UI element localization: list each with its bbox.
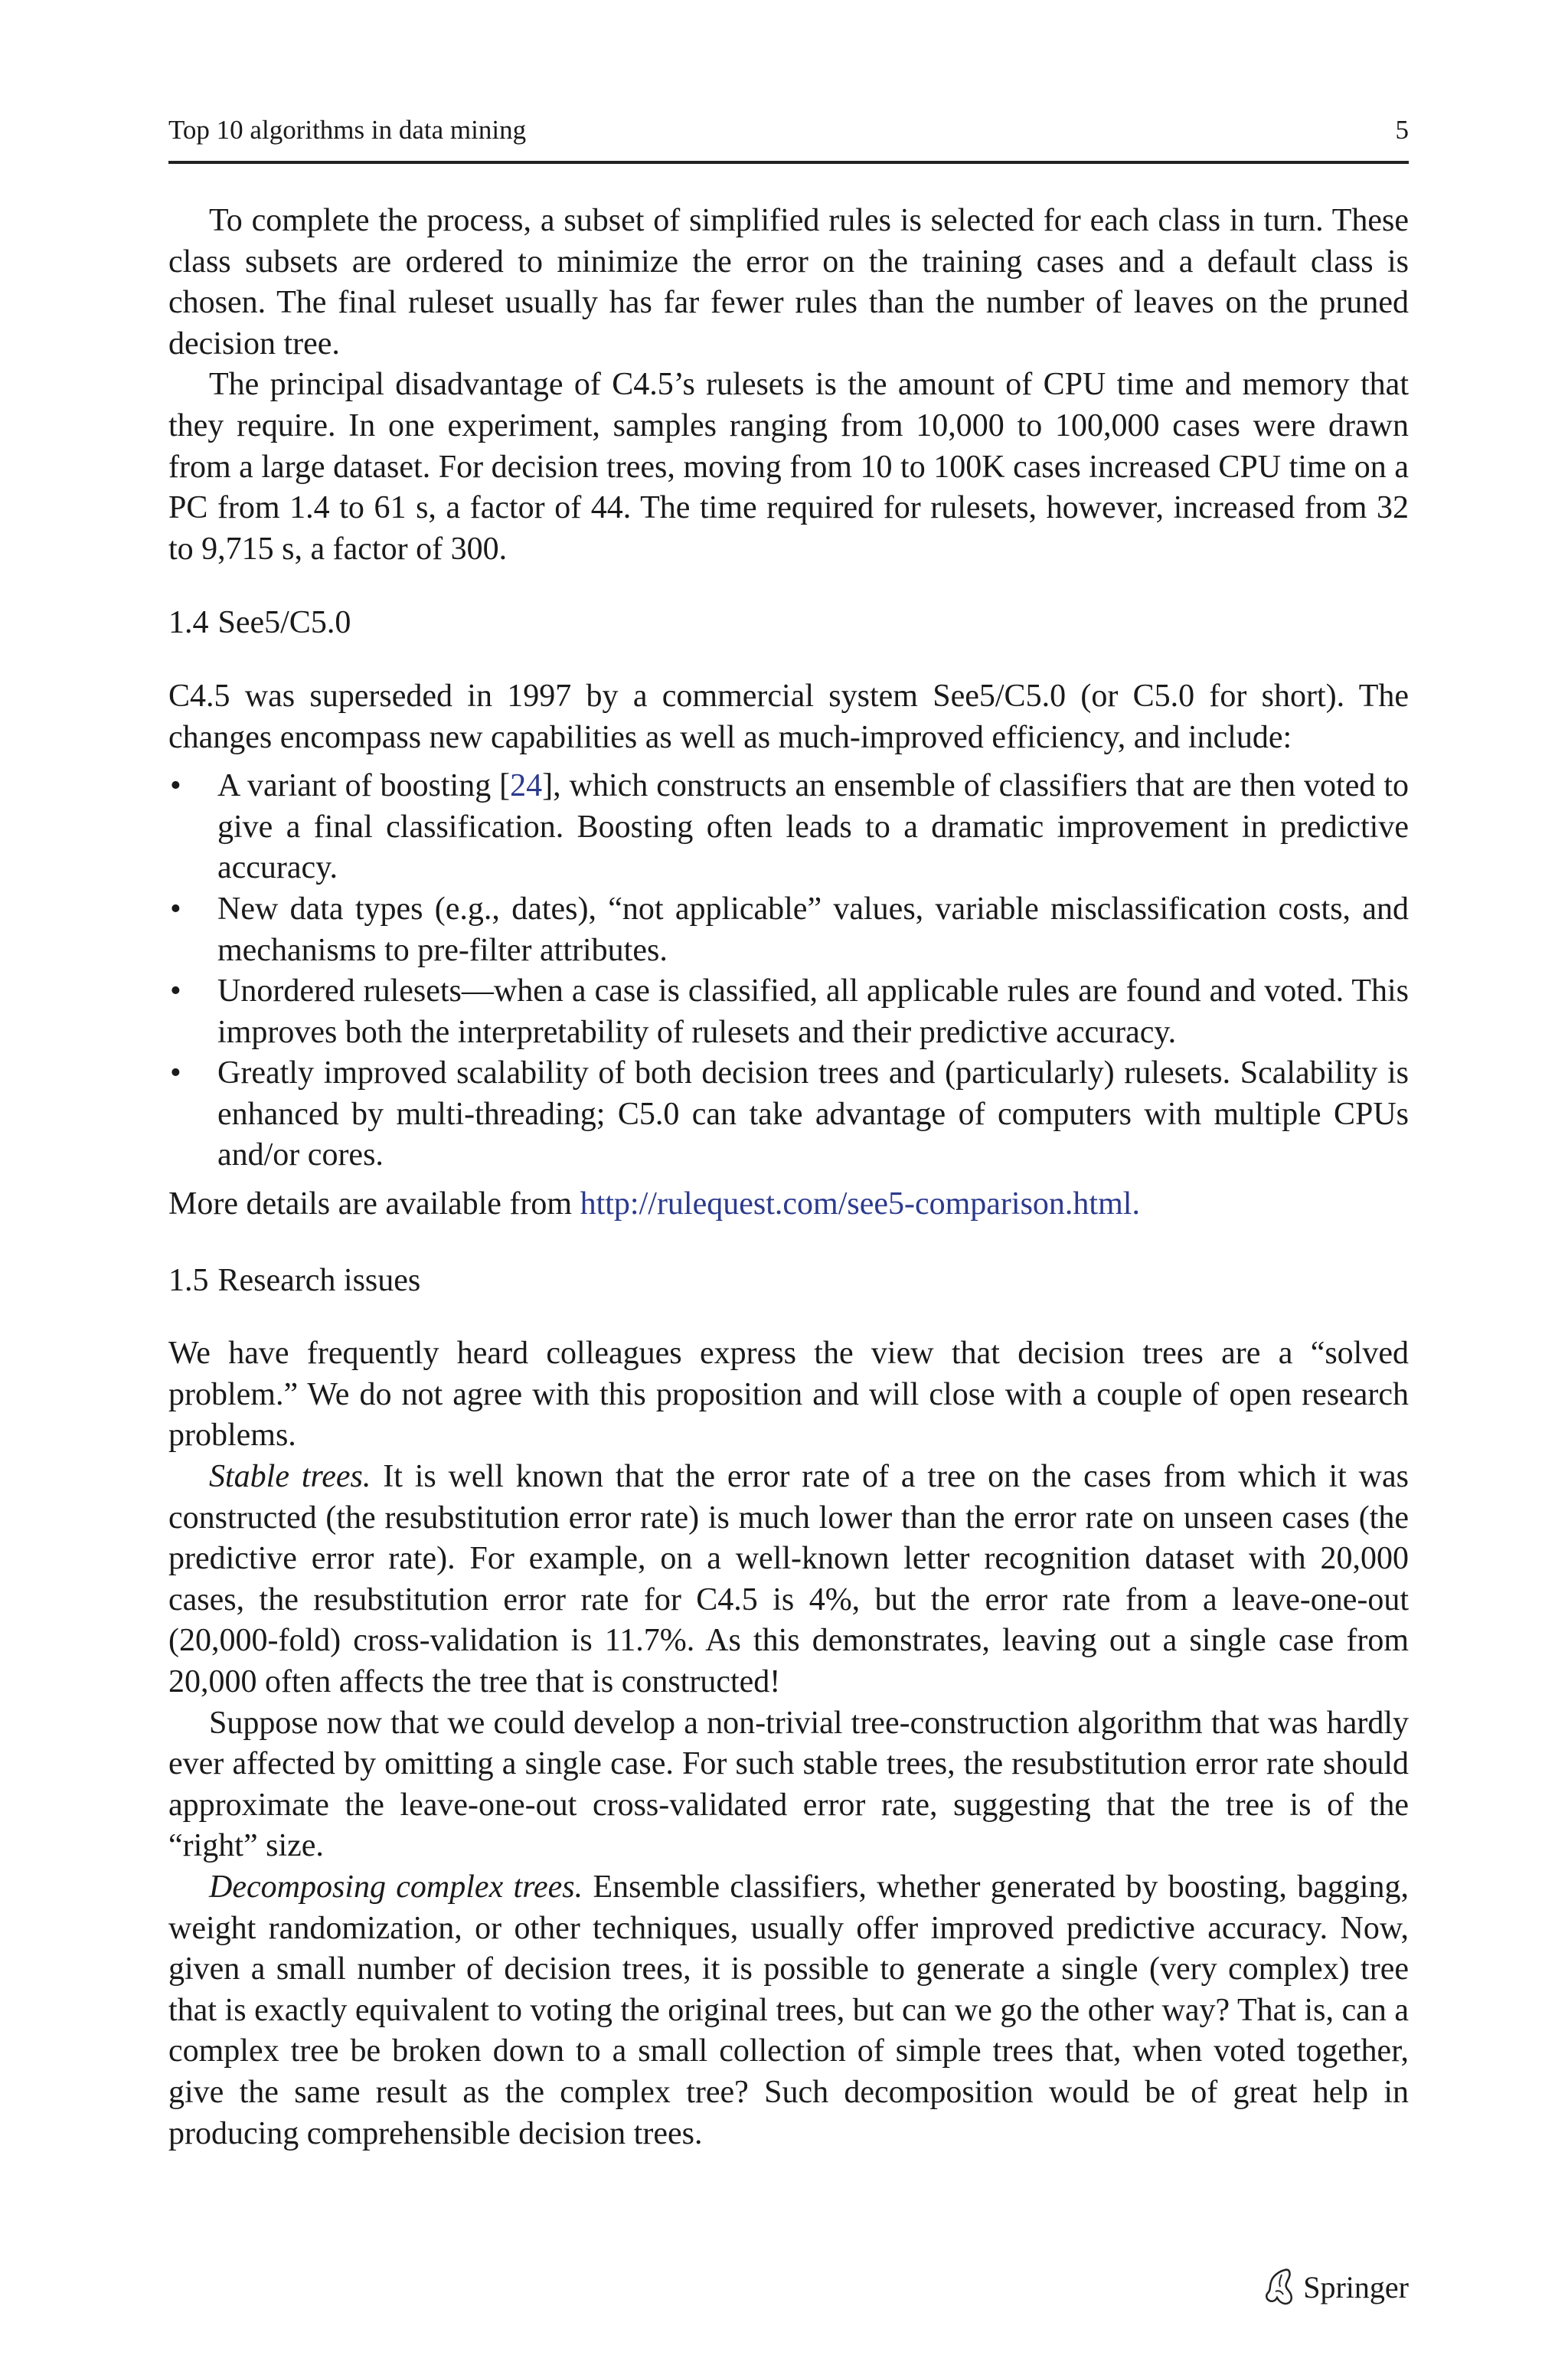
paragraph-rule-selection: To complete the process, a subset of simplified rules is selected for each class in turn. These class subsets are ordered to minimize the error on the training cases and a default class is chosen. The final ruleset usually has far fewer rules than the number of leaves on the pruned decision tree. [168, 203, 1409, 361]
paragraph-decomposing: Decomposing complex trees. Ensemble classifiers, whether generated by boosting, bagging, weight randomization, or other techniques, usually offer improved predictive accuracy. Now, given a small number of decision trees, it is possible to generate a single (very complex) tree that is exactly equivalent to voting the original trees, but can we go the other way? That is, can a complex tree be broken down to a small collection of simple trees that, when voted together, give the same result as the complex tree? Such decomposition would be of great help in producing comprehensible decision trees. [168, 1869, 1410, 2151]
list-item: • Greatly improved scalability of both decision trees and (particularly) rulesets. Scalability is enhanced by multi-threading; C5.0 can take advantage of computers with multiple CPUs and/or cores. [168, 1053, 1409, 1176]
list-item: • A variant of boosting [24], which constructs an ensemble of classifiers that are then voted to give a final classification. Boosting often leads to a dramatic improvement in predictive accuracy. [168, 766, 1409, 889]
paragraph-solved-problem: We have frequently heard colleagues express the view that decision trees are a “solved problem.” We do not agree with this proposition and will close with a couple of open research problems. [168, 1336, 1409, 1454]
section-title: Research issues [217, 1262, 421, 1298]
section-number: 1.4 [168, 605, 209, 641]
springer-horse-icon [1262, 2267, 1295, 2307]
paragraph-stable-trees: Stable trees. It is well known that the error rate of a tree on the cases from which it was constructed (the resubstitution error rate) is much lower than the error rate on unseen cases (the predictive error rate). For example, on a well-known letter recognition dataset with 20,000 cases, the resubstitution error rate for C4.5 is 4%, but the error rate from a leave-one-out (20,000-fold) cross-validation is 11.7%. As this demonstrates, leaving out a single case from 20,000 often affects the tree that is constructed! [168, 1459, 1410, 1699]
section-heading-research [168, 1261, 1409, 1302]
feature-list [168, 766, 1409, 1176]
section-number: 1.5 [168, 1262, 209, 1298]
paragraph-suppose: Suppose now that we could develop a non-trivial tree-construction algorithm that was hardly ever affected by omitting a single case. For such stable trees, the resubstitution error rate should approximate the leave-one-out cross-validated error rate, suggesting that the tree is of the “right” size. [168, 1705, 1409, 1864]
paragraph-more-details: More details are available from http://rulequest.com/see5-comparison.html. [168, 1186, 1140, 1222]
rulequest-link[interactable]: http://rulequest.com/see5-comparison.html. [580, 1186, 1140, 1222]
publisher-name: Springer [1303, 2269, 1409, 2304]
citation-link[interactable]: 24 [510, 768, 543, 804]
section-heading-see5 [168, 603, 1409, 644]
paragraph-ruleset-disadvantage: The principal disadvantage of C4.5’s rulesets is the amount of CPU time and memory that they require. In one experiment, samples ranging from 10,000 to 100,000 cases were drawn from a large dataset. For decision trees, moving from 10 to 100K cases increased CPU time on a PC from 1.4 to 61 s, a factor of 44. The time required for rulesets, however, increased from 32 to 9,715 s, a factor of 300. [168, 367, 1409, 567]
page-number: 5 [1395, 115, 1409, 145]
list-item: • Unordered rulesets—when a case is classified, all applicable rules are found and voted. This improves both the interpretability of rulesets and their predictive accuracy. [168, 971, 1409, 1053]
stable-trees-title: Stable trees. [209, 1459, 371, 1495]
running-title: Top 10 algorithms in data mining [168, 115, 527, 145]
page-header [168, 115, 1409, 164]
page-body [168, 201, 1409, 2154]
paragraph-see5-intro: C4.5 was superseded in 1997 by a commercial system See5/C5.0 (or C5.0 for short). The changes encompass new capabilities as well as much-improved efficiency, and include: [168, 678, 1409, 755]
springer-logo [1262, 2267, 1409, 2307]
list-item: • New data types (e.g., dates), “not applicable” values, variable misclassification costs, and mechanisms to pre-filter attributes. [168, 889, 1409, 971]
section-title: See5/C5.0 [217, 605, 351, 641]
decomposing-title: Decomposing complex trees. [209, 1869, 583, 1905]
